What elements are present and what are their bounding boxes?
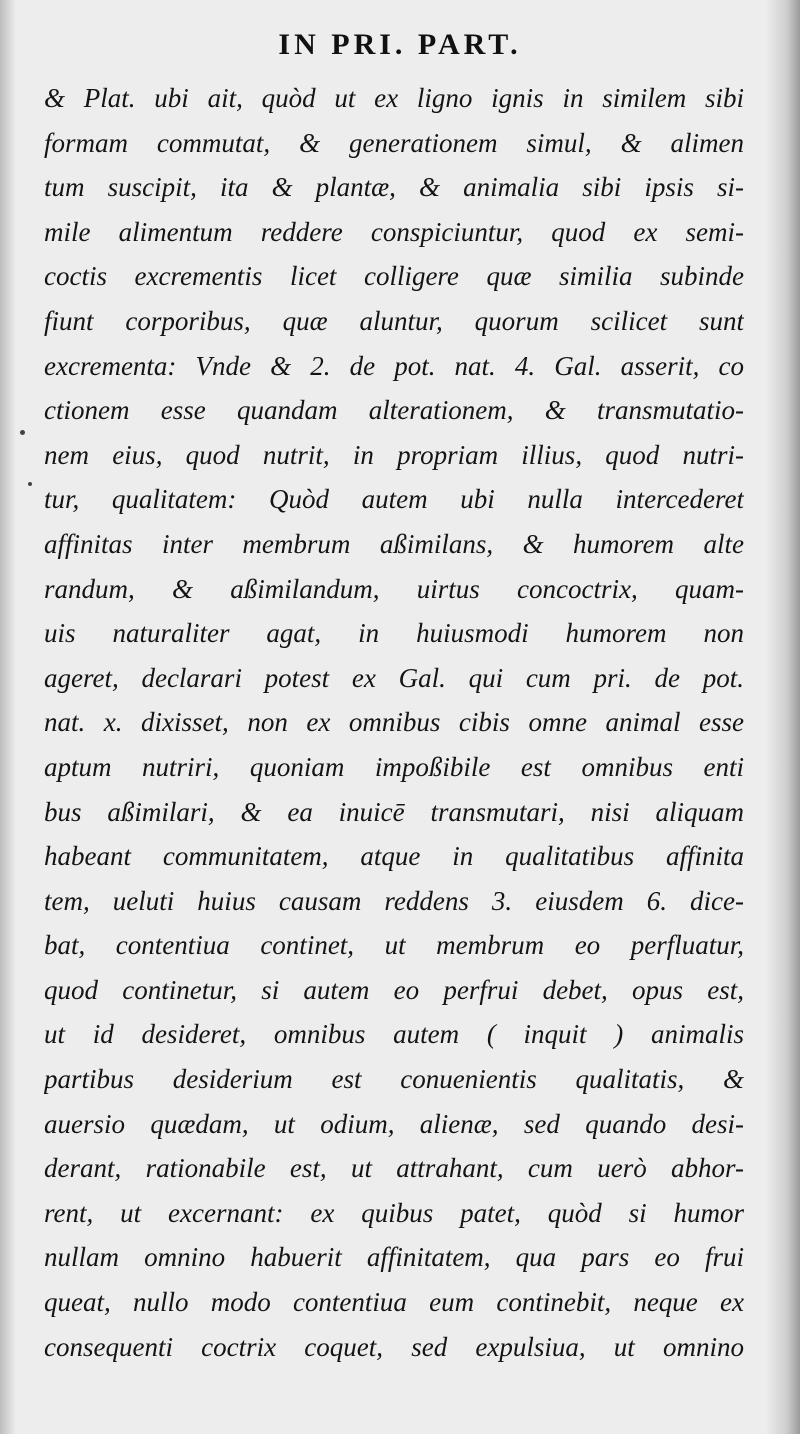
text-line: habeant communitatem, atque in qualitatibus affinita [44,841,744,872]
text-line: tur, qualitatem: Quòd autem ubi nulla intercederet [44,484,744,515]
text-line: nullam omnino habuerit affinitatem, qua pars eo frui [44,1242,744,1273]
text-line: ctionem esse quandam alterationem, & transmutatio- [44,395,744,426]
text-line: bat, contentiua continet, ut membrum eo perfluatur, [44,930,744,961]
text-line: mile alimentum reddere conspiciuntur, quod ex semi- [44,216,744,247]
text-line: affinitas inter membrum aßimilans, & humorem alte [44,528,744,559]
text-line: tum suscipit, ita & plantæ, & animalia sibi ipsis si- [44,172,744,203]
text-line: aptum nutriri, quoniam impoßibile est omnibus enti [44,751,744,782]
text-line: formam commutat, & generationem simul, & alimen [44,127,744,158]
page-edge-shadow [766,0,800,1434]
text-line: auersio quædam, ut odium, alienæ, sed quando desi- [44,1108,744,1139]
text-line: queat, nullo modo contentiua eum continebit, neque ex [44,1287,744,1318]
text-line: consequenti coctrix coquet, sed expulsiua, ut omnino [44,1331,744,1362]
text-line: derant, rationabile est, ut attrahant, cum uerò abhor- [44,1153,744,1184]
text-line: excrementa: Vnde & 2. de pot. nat. 4. Gal. asserit, co [44,350,744,381]
text-line: nat. x. dixisset, non ex omnibus cibis omne animal esse [44,707,744,738]
text-line: bus aßimilari, & ea inuicē transmutari, nisi aliquam [44,796,744,827]
body-text [44,76,744,1369]
text-line: ut id desideret, omnibus autem ( inquit ) animalis [44,1019,744,1050]
scan-speck [28,482,32,486]
text-line: ageret, declarari potest ex Gal. qui cum pri. de pot. [44,662,744,693]
text-line: quod continetur, si autem eo perfrui debet, opus est, [44,974,744,1005]
running-head: IN PRI. PART. [278,28,522,61]
page-gutter-shadow [0,0,16,1434]
text-line: rent, ut excernant: ex quibus patet, quòd si humor [44,1197,744,1228]
text-line: & Plat. ubi ait, quòd ut ex ligno ignis in similem sibi [44,83,744,113]
text-line: partibus desiderium est conuenientis qualitatis, & [44,1064,744,1095]
text-line: coctis excrementis licet colligere quæ similia subinde [44,261,744,292]
scan-speck [20,430,25,435]
text-line: fiunt corporibus, quæ aluntur, quorum scilicet sunt [44,305,744,336]
text-line: nem eius, quod nutrit, in propriam illius, quod nutri- [44,439,744,470]
text-line: randum, & aßimilandum, uirtus concoctrix, quam- [44,573,744,604]
text-line: uis naturaliter agat, in huiusmodi humorem non [44,618,744,649]
text-line: tem, ueluti huius causam reddens 3. eiusdem 6. dice- [44,885,744,916]
